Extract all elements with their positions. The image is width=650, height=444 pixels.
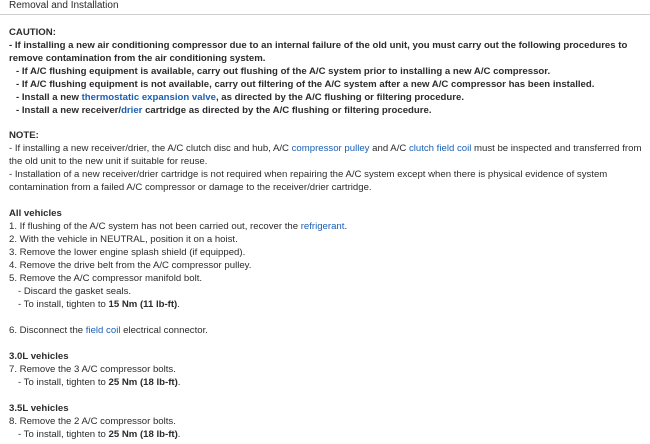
v30-heading: 3.0L vehicles [9, 351, 69, 362]
step-6-text-b: electrical connector. [120, 325, 208, 336]
caution-bullet-3 [9, 91, 645, 104]
step-6-text-a: 6. Disconnect the [9, 325, 86, 336]
caution-bullet-4-text-b: cartridge as directed by the A/C flushing or filtering procedure. [142, 105, 432, 116]
step-7: 7. Remove the 3 A/C compressor bolts. [9, 364, 176, 375]
step-1-text-b: . [344, 221, 348, 232]
step-5-torque-value: 15 Nm (11 lb-ft) [108, 299, 178, 310]
caution-bullet-2: - If A/C flushing equipment is not available, carry out filtering of the A/C system after a new A/C compressor has been installed. [16, 79, 595, 90]
step-7-torque-text-b: . [177, 377, 181, 388]
note-heading: NOTE: [9, 130, 39, 141]
step-7-torque-value: 25 Nm (18 lb-ft) [108, 377, 178, 388]
step-8-substep-torque [9, 428, 645, 441]
step-5: 5. Remove the A/C compressor manifold bolt. [9, 273, 203, 284]
title-divider [0, 14, 650, 15]
refrigerant-link[interactable]: refrigerant [300, 221, 345, 232]
step-5-torque-text-b: . [177, 299, 180, 310]
drier-link[interactable]: drier [121, 105, 143, 116]
caution-bullet-4 [9, 104, 645, 117]
note-item-1 [9, 142, 645, 168]
note-item-1-text-a: - If installing a new receiver/drier, the A/C clutch disc and hub, A/C [9, 143, 292, 154]
caution-bullet-1: - If A/C flushing equipment is available, carry out flushing of the A/C system prior to installing a new A/C compressor. [16, 66, 551, 77]
step-5-substep-torque [9, 298, 645, 311]
note-item-1-text-c: must be inspected and transferred from the old unit to the new unit if suitable for reuse. [9, 143, 642, 167]
all-vehicles-heading: All vehicles [9, 208, 62, 219]
step-8-torque-text-a: - To install, tighten to [18, 429, 109, 440]
step-7-torque-text-a: - To install, tighten to [18, 377, 109, 388]
compressor-pulley-link[interactable]: compressor pulley [291, 143, 370, 154]
step-1-text-a: 1. If flushing of the A/C system has not been carried out, recover the [9, 221, 301, 232]
step-5-torque-text-a: - To install, tighten to [18, 299, 109, 310]
caution-bullet-4-text-a: - Install a new receiver/ [16, 105, 122, 116]
v35-heading: 3.5L vehicles [9, 403, 69, 414]
step-3: 3. Remove the lower engine splash shield (if equipped). [9, 247, 246, 258]
page-title: Removal and Installation [9, 0, 119, 11]
step-5-substep-discard: - Discard the gasket seals. [18, 286, 132, 297]
step-1 [9, 220, 645, 233]
field-coil-link[interactable]: field coil [85, 325, 121, 336]
step-4: 4. Remove the drive belt from the A/C compressor pulley. [9, 260, 252, 271]
caution-bullet-3-text-a: - Install a new [16, 92, 82, 103]
clutch-field-coil-link[interactable]: clutch field coil [408, 143, 472, 154]
caution-bullet-3-text-b: , as directed by the A/C flushing or filtering procedure. [215, 92, 465, 103]
document-body [9, 0, 645, 441]
caution-intro: - If installing a new air conditioning compressor due to an internal failure of the old unit, you must carry out the following procedures to remove contamination from the air conditioning system. [9, 40, 628, 64]
step-2: 2. With the vehicle in NEUTRAL, position it on a hoist. [9, 234, 238, 245]
step-7-substep-torque [9, 376, 645, 389]
step-6 [9, 324, 645, 337]
note-item-2: - Installation of a new receiver/drier cartridge is not required when repairing the A/C system except when there is physical evidence of system contamination from a failed A/C compressor or damage to the receiver/drier cartridge. [9, 169, 608, 193]
caution-heading: CAUTION: [9, 27, 56, 38]
thermostatic-expansion-valve-link[interactable]: thermostatic expansion valve [81, 92, 216, 103]
step-8-torque-value: 25 Nm (18 lb-ft) [108, 429, 178, 440]
note-item-1-text-b: and A/C [369, 143, 409, 154]
step-8: 8. Remove the 2 A/C compressor bolts. [9, 416, 176, 427]
step-8-torque-text-b: . [177, 429, 181, 440]
